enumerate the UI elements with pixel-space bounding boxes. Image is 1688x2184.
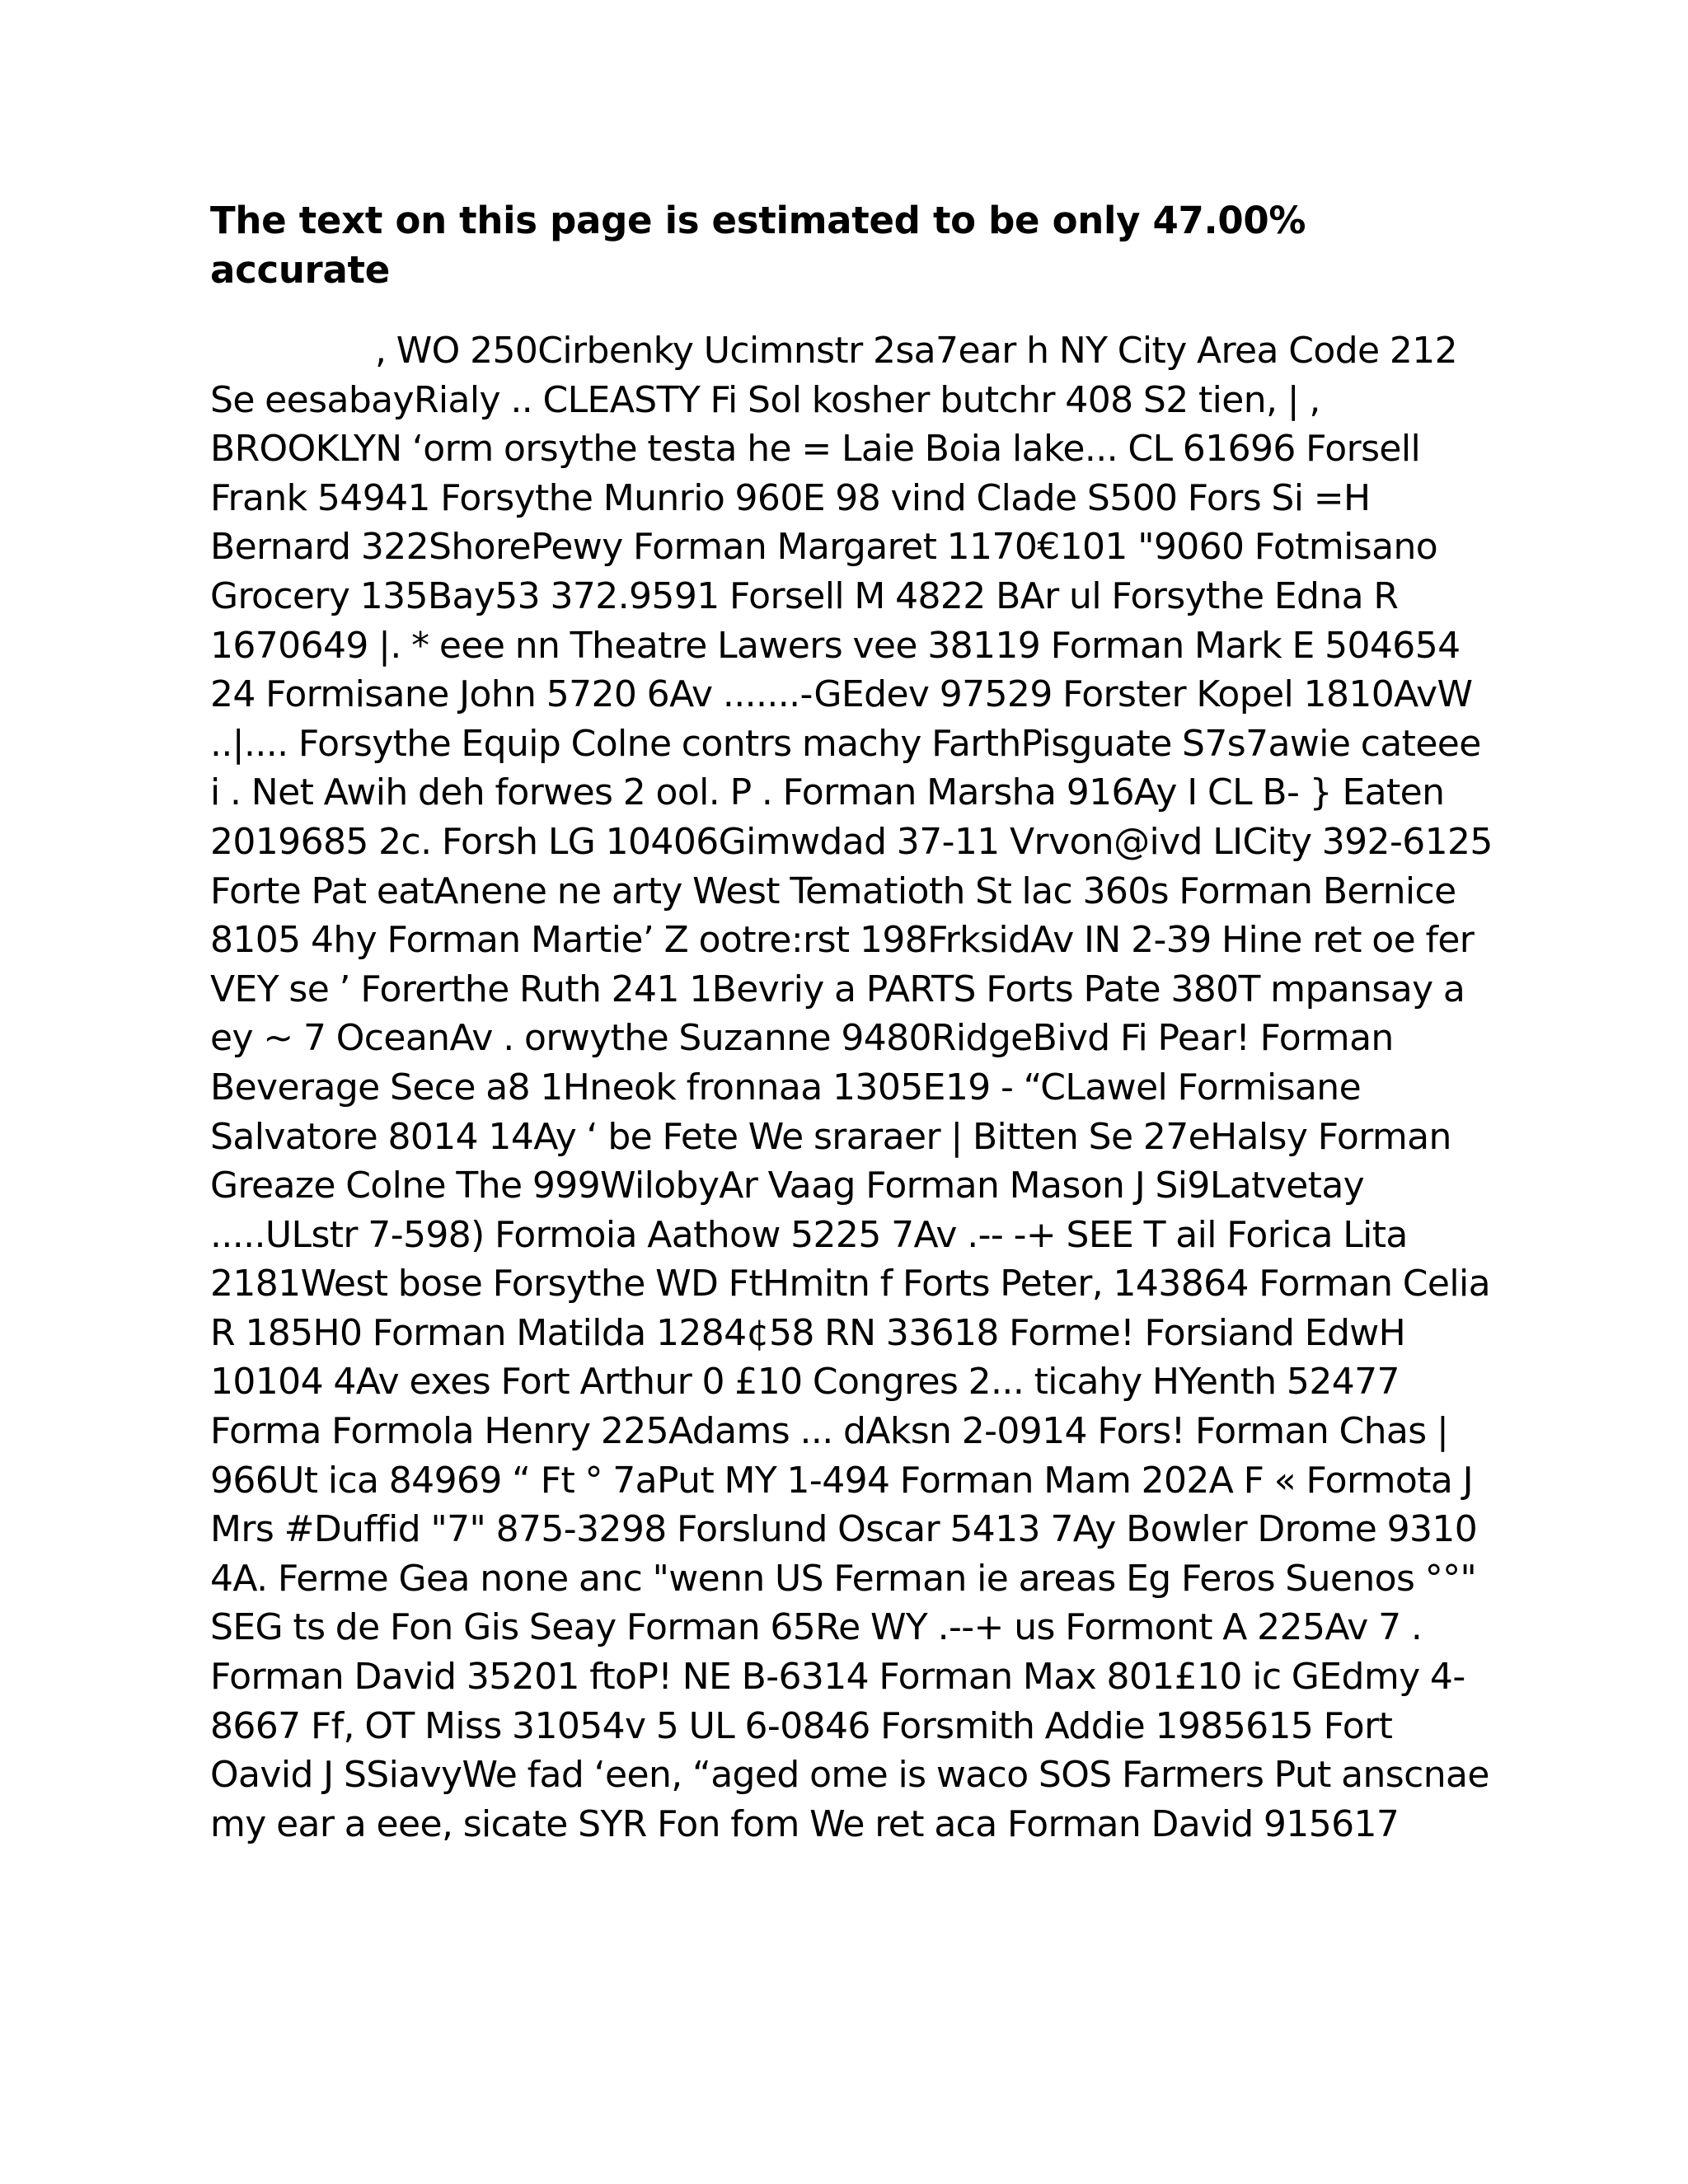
accuracy-notice-heading: The text on this page is estimated to be only 47.00% accurate xyxy=(210,199,1306,292)
document-page xyxy=(210,196,1496,1849)
ocr-body-text: , WO 250Cirbenky Ucimnstr 2sa7ear h NY City Area Code 212 Se eesabayRialy .. CLEASTY Fi Sol kosher butchr 408 S2 tien, | , BROOKLYN ‘orm orsythe testa he = Laie Boia lake... CL 61696 Forsell Frank 54941 Forsythe Munrio 960E 98 vind Clade S500 Fors Si =H Bernard 322ShorePewy Forman Margaret 1170€101 "9060 Fotmisano Grocery 135Bay53 372.9591 Forsell M 4822 BAr ul Forsythe Edna R 1670649 |. * eee nn Theatre Lawers vee 38119 Forman Mark E 504654 24 Formisane John 5720 6Av .......-GEdev 97529 Forster Kopel 1810AvW ..|.... Forsythe Equip Colne contrs machy FarthPisguate S7s7awie cateee i . Net Awih deh forwes 2 ool. P . Forman Marsha 916Ay I CL B- } Eaten 2019685 2c. Forsh LG 10406Gimwdad 37-11 Vrvon@ivd LICity 392-6125 Forte Pat eatAnene ne arty West Tematioth St lac 360s Forman Bernice 8105 4hy Forman Martie’ Z ootre:rst 198FrksidAv IN 2-39 Hine ret oe fer VEY se ’ Forerthe Ruth 241 1Bevriy a PARTS Forts Pate 380T mpansay a ey ~ 7 OceanAv . orwythe Suzanne 9480RidgeBivd Fi Pear! Forman Beverage Sece a8 1Hneok fronnaa 1305E19 - “CLawel Formisane Salvatore 8014 14Ay ‘ be Fete We sraraer | Bitten Se 27eHalsy Forman Greaze Colne The 999WilobyAr Vaag Forman Mason J Si9Latvetay .....ULstr 7-598) Formoia Aathow 5225 7Av .-- -+ SEE T ail Forica Lita 2181West bose Forsythe WD FtHmitn f Forts Peter, 143864 Forman Celia R 185H0 Forman Matilda 1284¢58 RN 33618 Forme! Forsiand EdwH 10104 4Av exes Fort Arthur 0 £10 Congres 2... ticahy HYenth 52477 Forma Formola Henry 225Adams ... dAksn 2-0914 Fors! Forman Chas | 966Ut ica 84969 “ Ft ° 7aPut MY 1-494 Forman Mam 202A F « Formota J Mrs #Duffid "7" 875-3298 Forslund Oscar 5413 7Ay Bowler Drome 9310 4A. Ferme Gea none anc "wenn US Ferman ie areas Eg Feros Suenos °°" SEG ts de Fon Gis Seay Forman 65Re WY .--+ us Formont A 225Av 7 . Forman David 35201 ftoP! NE B-6314 Forman Max 801£10 ic GEdmy 4-8667 Ff, OT Miss 31054v 5 UL 6-0846 Forsmith Addie 1985615 Fort Oavid J SSiavyWe fad ‘een, “aged ome is waco SOS Farmers Put anscnae my ear a eee, sicate SYR Fon fom We ret aca Forman David 915617 xyxy=(210,330,1493,1845)
